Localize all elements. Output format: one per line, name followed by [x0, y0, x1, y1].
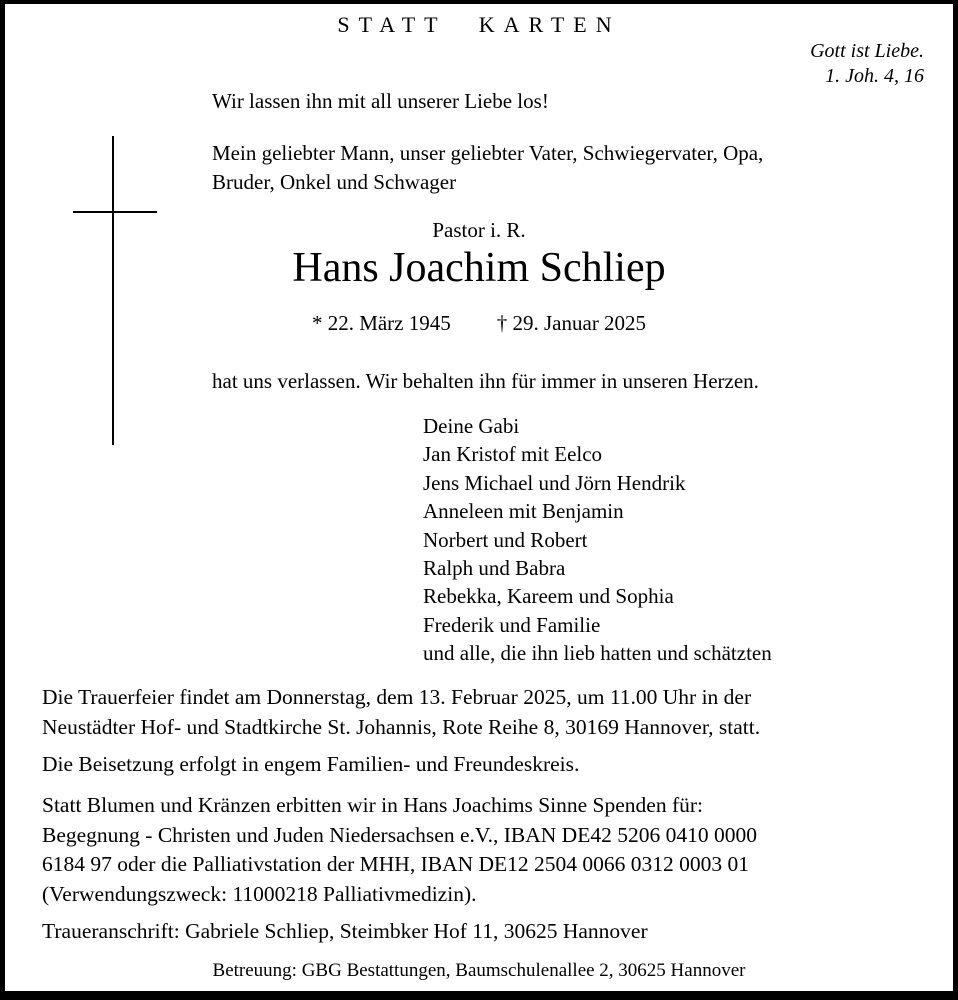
header-statt-karten: STATT KARTEN: [337, 12, 621, 37]
mourner-line: Frederik und Familie: [423, 612, 601, 637]
donations-line: Statt Blumen und Kränzen erbitten wir in Hans Joachims Sinne Spenden für:: [42, 793, 703, 817]
burial-line: Die Beisetzung erfolgt in engem Familien- und Freundeskreis.: [42, 752, 580, 776]
relatives-line: Mein geliebter Mann, unser geliebter Vater, Schwiegervater, Opa,: [212, 141, 764, 165]
death-date: † 29. Januar 2025: [496, 311, 647, 335]
mourner-line: Jens Michael und Jörn Hendrik: [423, 470, 686, 495]
mourner-line: Jan Kristof mit Eelco: [423, 442, 603, 467]
bible-quote: [810, 39, 924, 89]
funeral-home-line: Betreuung: GBG Bestattungen, Baumschulenallee 2, 30625 Hannover: [212, 960, 746, 981]
donations-paragraph: [42, 791, 757, 909]
donations-line: (Verwendungszweck: 11000218 Palliativmedizin).: [42, 881, 477, 906]
relatives-paragraph: [212, 139, 763, 197]
bible-quote-text: Gott ist Liebe.: [810, 40, 924, 62]
mourner-line: Deine Gabi: [423, 414, 520, 438]
memorial-cross-icon: [73, 211, 157, 213]
farewell-line: hat uns verlassen. Wir behalten ihn für immer in unseren Herzen.: [212, 369, 759, 393]
donations-line: Begegnung - Christen und Juden Niedersachsen e.V., IBAN DE42 5206 0410 0000: [42, 822, 757, 847]
bible-quote-reference: 1. Joh. 4, 16: [825, 65, 924, 87]
mourner-line: Ralph und Babra: [423, 556, 566, 581]
donations-line: 6184 97 oder die Palliativstation der MHH, IBAN DE12 2504 0066 0312 0003 01: [42, 852, 750, 876]
intro-line: Wir lassen ihn mit all unserer Liebe los!: [212, 89, 549, 113]
funeral-service-line: Neustädter Hof- und Stadtkirche St. Johannis, Rote Reihe 8, 30169 Hannover, statt.: [42, 714, 761, 739]
mourner-line: Anneleen mit Benjamin: [423, 499, 624, 524]
mourners-list: [423, 412, 772, 668]
birth-date: * 22. März 1945: [311, 311, 451, 335]
relatives-line: Bruder, Onkel und Schwager: [212, 170, 457, 194]
mourner-line: Norbert und Robert: [423, 527, 588, 552]
mourner-line: und alle, die ihn lieb hatten und schätzten: [423, 641, 772, 666]
life-dates: [0, 311, 958, 336]
mourner-line: Rebekka, Kareem und Sophia: [423, 584, 674, 609]
deceased-name: Hans Joachim Schliep: [292, 245, 666, 291]
funeral-service-paragraph: [42, 683, 760, 742]
funeral-service-line: Die Trauerfeier findet am Donnerstag, dem 13. Februar 2025, um 11.00 Uhr in der: [42, 685, 752, 709]
pastor-title: Pastor i. R.: [432, 218, 526, 242]
postal-address-line: Traueranschrift: Gabriele Schliep, Steimbker Hof 11, 30625 Hannover: [42, 919, 648, 943]
